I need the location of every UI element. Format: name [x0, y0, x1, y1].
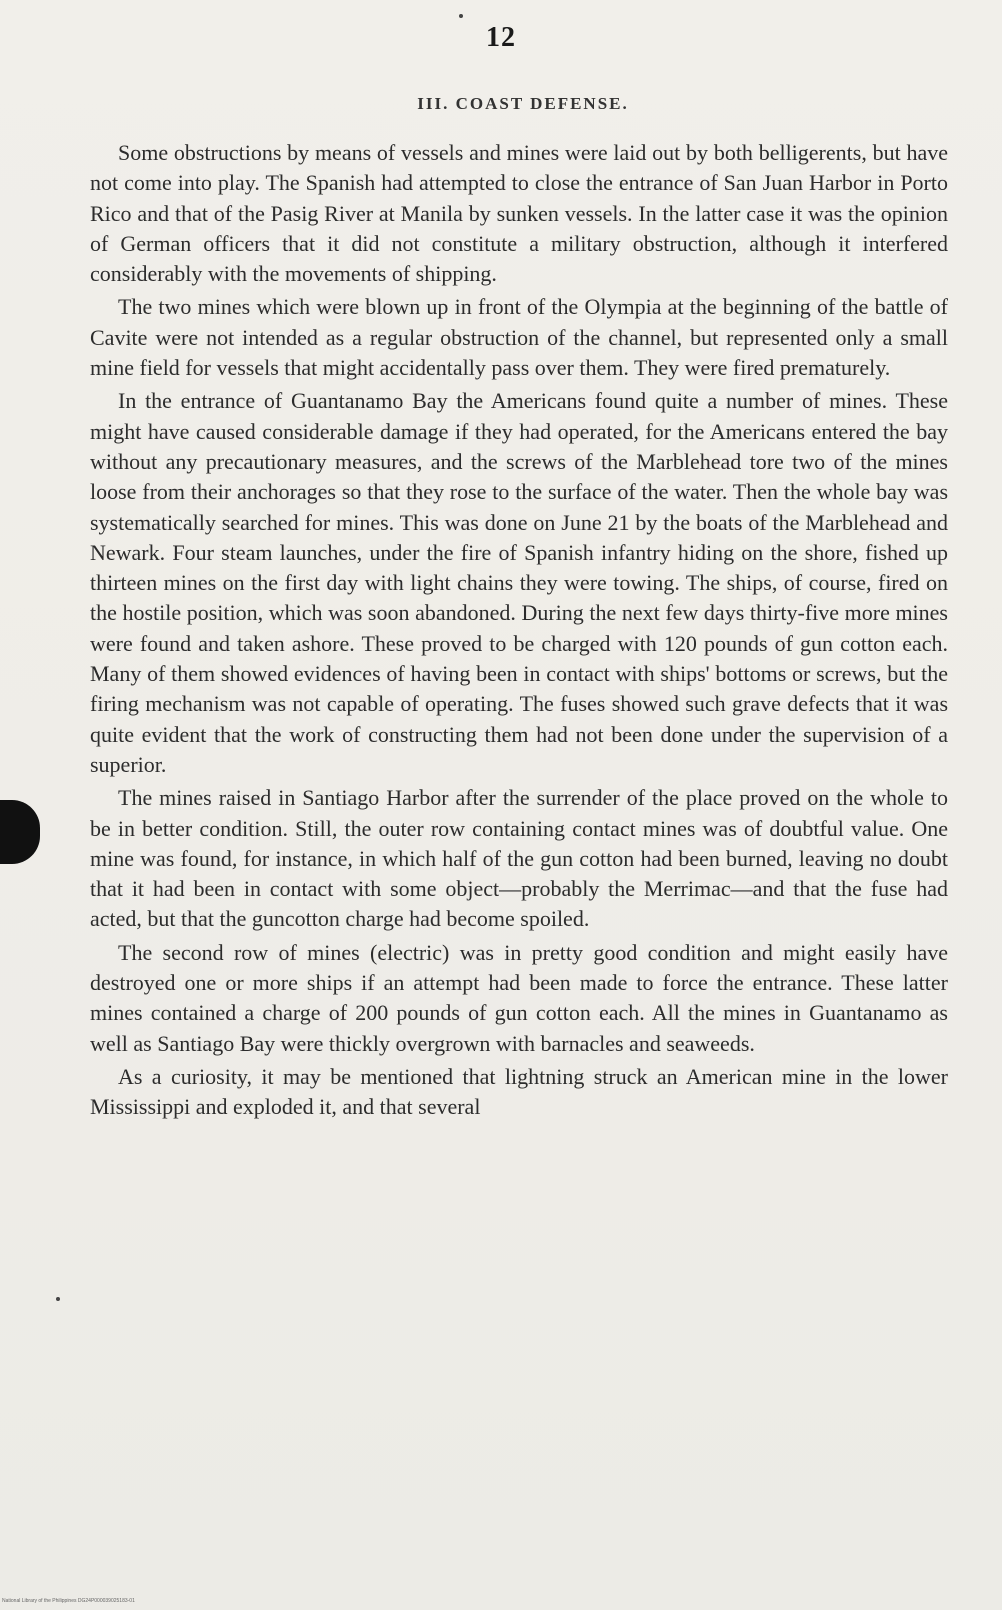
scan-credit-footer: National Library of the Philippines DG24P000039025183-01	[2, 1598, 135, 1604]
binding-shadow-mark	[0, 800, 40, 864]
paragraph-1: Some obstructions by means of vessels and mines were laid out by both belligerents, but have not come into play. The Spanish had attempted to close the entrance of San Juan Harbor in Porto Rico and that of the Pasig River at Manila by sunken vessels. In the latter case it was the opinion of German officers that it did not constitute a military obstruction, although it interfered considerably with the movements of shipping.	[90, 140, 948, 287]
body-text	[90, 138, 948, 1126]
paragraph-4: The mines raised in Santiago Harbor after the surrender of the place proved on the whole to be in better condition. Still, the outer row containing contact mines was of doubtful value. One mine was found, for instance, in which half of the gun cotton had been burned, leaving no doubt that it had been in contact with some object—probably the Merrimac—and that the fuse had acted, but that the guncotton charge had become spoiled.	[90, 785, 948, 932]
paragraph-2: The two mines which were blown up in front of the Olympia at the beginning of the battle of Cavite were not intended as a regular obstruction of the channel, but represented only a small mine field for vessels that might accidentally pass over them. They were fired prematurely.	[90, 294, 948, 381]
paragraph-3: In the entrance of Guantanamo Bay the Americans found quite a number of mines. These might have caused considerable damage if they had operated, for the Americans entered the bay without any precautionary measures, and the screws of the Marblehead tore two of the mines loose from their anchorages so that they rose to the surface of the water. Then the whole bay was systematically searched for mines. This was done on June 21 by the boats of the Marblehead and Newark. Four steam launches, under the fire of Spanish infantry hiding on the shore, fished up thirteen mines on the first day with light chains they were towing. The ships, of course, fired on the hostile position, which was soon abandoned. During the next few days thirty-five more mines were found and taken ashore. These proved to be charged with 120 pounds of gun cotton each. Many of them showed evidences of having been in contact with ships' bottoms or screws, but the firing mechanism was not capable of operating. The fuses showed such grave defects that it was quite evident that the work of constructing them had not been done under the supervision of a superior.	[90, 388, 948, 777]
paragraph-5: The second row of mines (electric) was in pretty good condition and might easily have destroyed one or more ships if an attempt had been made to force the entrance. These latter mines contained a charge of 200 pounds of gun cotton each. All the mines in Guantanamo as well as Santiago Bay were thickly overgrown with barnacles and seaweeds.	[90, 939, 948, 1056]
paragraph-6: As a curiosity, it may be mentioned that lightning struck an American mine in the lower Mississippi and exploded it, and that several	[90, 1063, 948, 1120]
scan-speck	[56, 1297, 60, 1301]
page-number: 12	[486, 22, 516, 53]
section-heading: III. COAST DEFENSE.	[417, 94, 629, 113]
scan-speck	[459, 14, 463, 18]
